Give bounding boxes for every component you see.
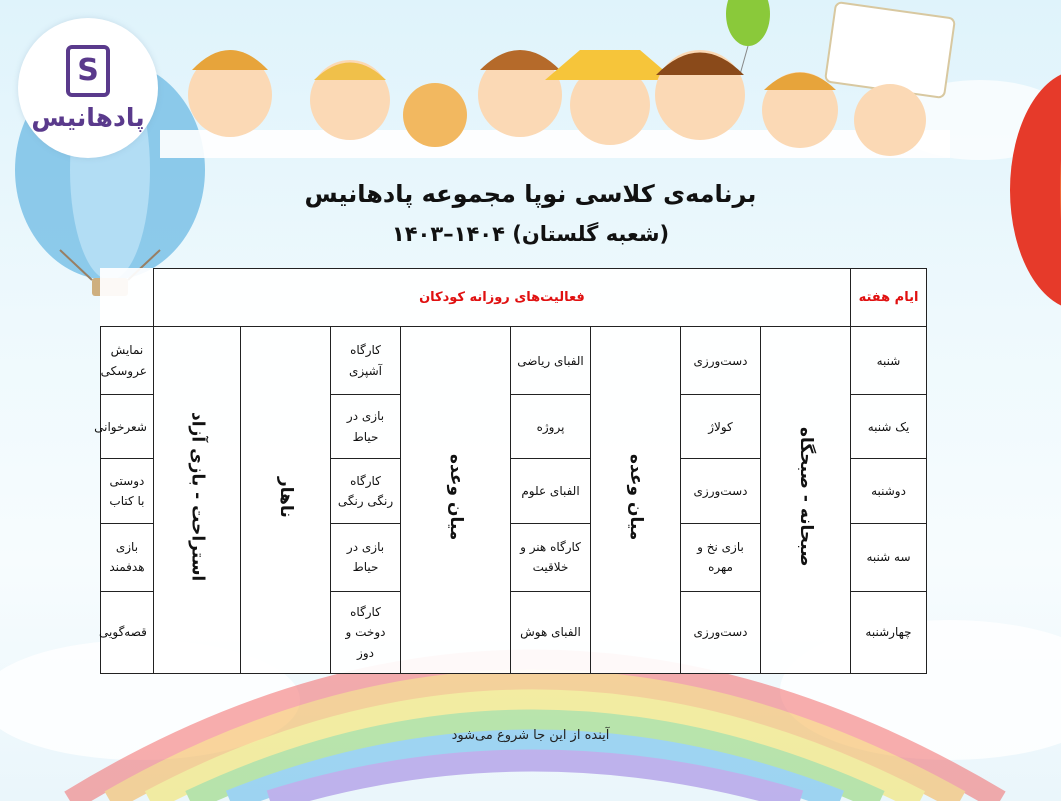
- learning-cell: الفبای علوم: [511, 459, 591, 523]
- lunch-cell: [241, 327, 331, 674]
- handcraft-cell: بازی نخ و مهره: [681, 523, 761, 591]
- header-row: [101, 269, 927, 327]
- breakfast-label: صبحانه - صبحگاه: [795, 427, 816, 567]
- workshop-cell: بازی در حیاط: [331, 395, 401, 459]
- final-activity-cell: شعرخوانی: [101, 395, 154, 459]
- breakfast-cell: [761, 327, 851, 674]
- activities-header: فعالیت‌های روزانه کودکان: [153, 269, 850, 327]
- weekly-schedule-table: [94, 268, 927, 674]
- snack-label: میان وعده: [625, 453, 646, 541]
- day-cell: دوشنبه: [851, 459, 927, 523]
- logo-text: پادهانیس: [31, 102, 145, 132]
- learning-cell: پروژه: [511, 395, 591, 459]
- snack-label: میان وعده: [445, 453, 466, 541]
- day-cell: شنبه: [851, 327, 927, 395]
- workshop-cell: کارگاه رنگی رنگی: [331, 459, 401, 523]
- learning-cell: الفبای ریاضی: [511, 327, 591, 395]
- day-cell: چهارشنبه: [851, 591, 927, 673]
- learning-cell: کارگاه هنر و خلاقیت: [511, 523, 591, 591]
- final-activity-cell: بازی هدفمند: [101, 523, 154, 591]
- table-row: [101, 327, 927, 395]
- workshop-cell: کارگاه آشپزی: [331, 327, 401, 395]
- logo-mark-icon: S: [66, 45, 110, 97]
- rest-cell: [153, 327, 240, 674]
- page-title: برنامه‌ی کلاسی نوپا مجموعه پادهانیس: [304, 180, 757, 208]
- brand-logo: [18, 18, 158, 158]
- days-header: ایام هفته: [851, 269, 927, 327]
- final-activity-cell: قصه‌گویی: [101, 591, 154, 673]
- handcraft-cell: دست‌ورزی: [681, 591, 761, 673]
- handcraft-cell: دست‌ورزی: [681, 327, 761, 395]
- final-activity-cell: نمایش عروسکی: [101, 327, 154, 395]
- day-cell: سه شنبه: [851, 523, 927, 591]
- afternoon-snack-cell: [401, 327, 511, 674]
- handcraft-cell: دست‌ورزی: [681, 459, 761, 523]
- rest-label: استراحت - بازی آزاد: [187, 412, 208, 582]
- morning-snack-cell: [591, 327, 681, 674]
- lunch-label: ناهار: [275, 476, 296, 518]
- page-subtitle: (شعبه گلستان) ۱۴۰۴–۱۴۰۳: [391, 222, 670, 246]
- footer-slogan: آینده از این جا شروع می‌شود: [451, 728, 610, 743]
- handcraft-cell: کولاژ: [681, 395, 761, 459]
- workshop-cell: کارگاه دوخت و دوز: [331, 591, 401, 673]
- final-activity-cell: دوستی با کتاب: [101, 459, 154, 523]
- day-cell: یک شنبه: [851, 395, 927, 459]
- workshop-cell: بازی در حیاط: [331, 523, 401, 591]
- learning-cell: الفبای هوش: [511, 591, 591, 673]
